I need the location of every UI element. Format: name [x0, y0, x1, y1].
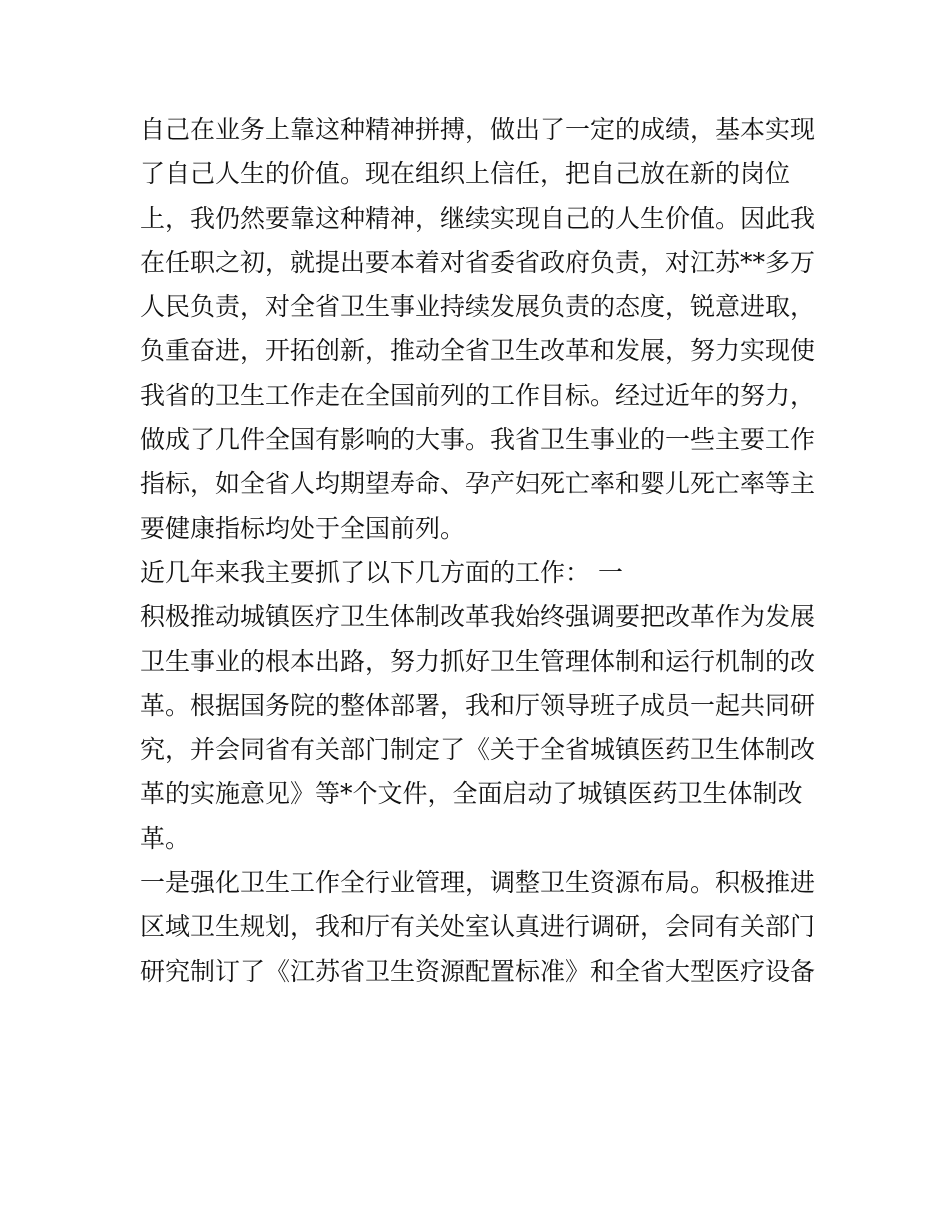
- text-line: 卫生事业的根本出路，努力抓好卫生管理体制和运行机制的改: [140, 646, 816, 676]
- text-line: 革。根据国务院的整体部署，我和厅领导班子成员一起共同研: [140, 690, 816, 720]
- text-line: 革。: [140, 823, 191, 853]
- text-line: 人民负责，对全省卫生事业持续发展负责的态度，锐意进取，: [140, 292, 816, 322]
- text-line: 要健康指标均处于全国前列。: [140, 513, 466, 543]
- text-line: 了自己人生的价值。现在组织上信任，把自己放在新的岗位: [140, 159, 791, 189]
- text-line: 我省的卫生工作走在全国前列的工作目标。经过近年的努力，: [140, 380, 816, 410]
- text-line: 近几年来我主要抓了以下几方面的工作： 一: [140, 557, 623, 587]
- text-line: 做成了几件全国有影响的大事。我省卫生事业的一些主要工作: [140, 425, 816, 455]
- document-body: [140, 108, 820, 994]
- text-line: 积极推动城镇医疗卫生体制改革我始终强调要把改革作为发展: [140, 602, 816, 632]
- text-line: 革的实施意见》等*个文件，全面启动了城镇医药卫生体制改: [140, 779, 803, 809]
- text-line: 究，并会同省有关部门制定了《关于全省城镇医药卫生体制改: [140, 735, 816, 765]
- text-line: 指标，如全省人均期望寿命、孕产妇死亡率和婴儿死亡率等主: [140, 469, 816, 499]
- text-line: 上，我仍然要靠这种精神，继续实现自己的人生价值。因此我: [140, 203, 816, 233]
- text-line: 自己在业务上靠这种精神拼搏，做出了一定的成绩，基本实现: [140, 115, 816, 144]
- text-line: 一是强化卫生工作全行业管理，调整卫生资源布局。积极推进: [140, 868, 816, 898]
- text-line: 研究制订了《江苏省卫生资源配置标准》和全省大型医疗设备: [140, 956, 816, 986]
- text-line: 负重奋进，开拓创新，推动全省卫生改革和发展，努力实现使: [140, 336, 816, 366]
- text-line: 在任职之初，就提出要本着对省委省政府负责，对江苏**多万: [140, 247, 816, 277]
- text-line: 区域卫生规划，我和厅有关处室认真进行调研，会同有关部门: [140, 912, 816, 942]
